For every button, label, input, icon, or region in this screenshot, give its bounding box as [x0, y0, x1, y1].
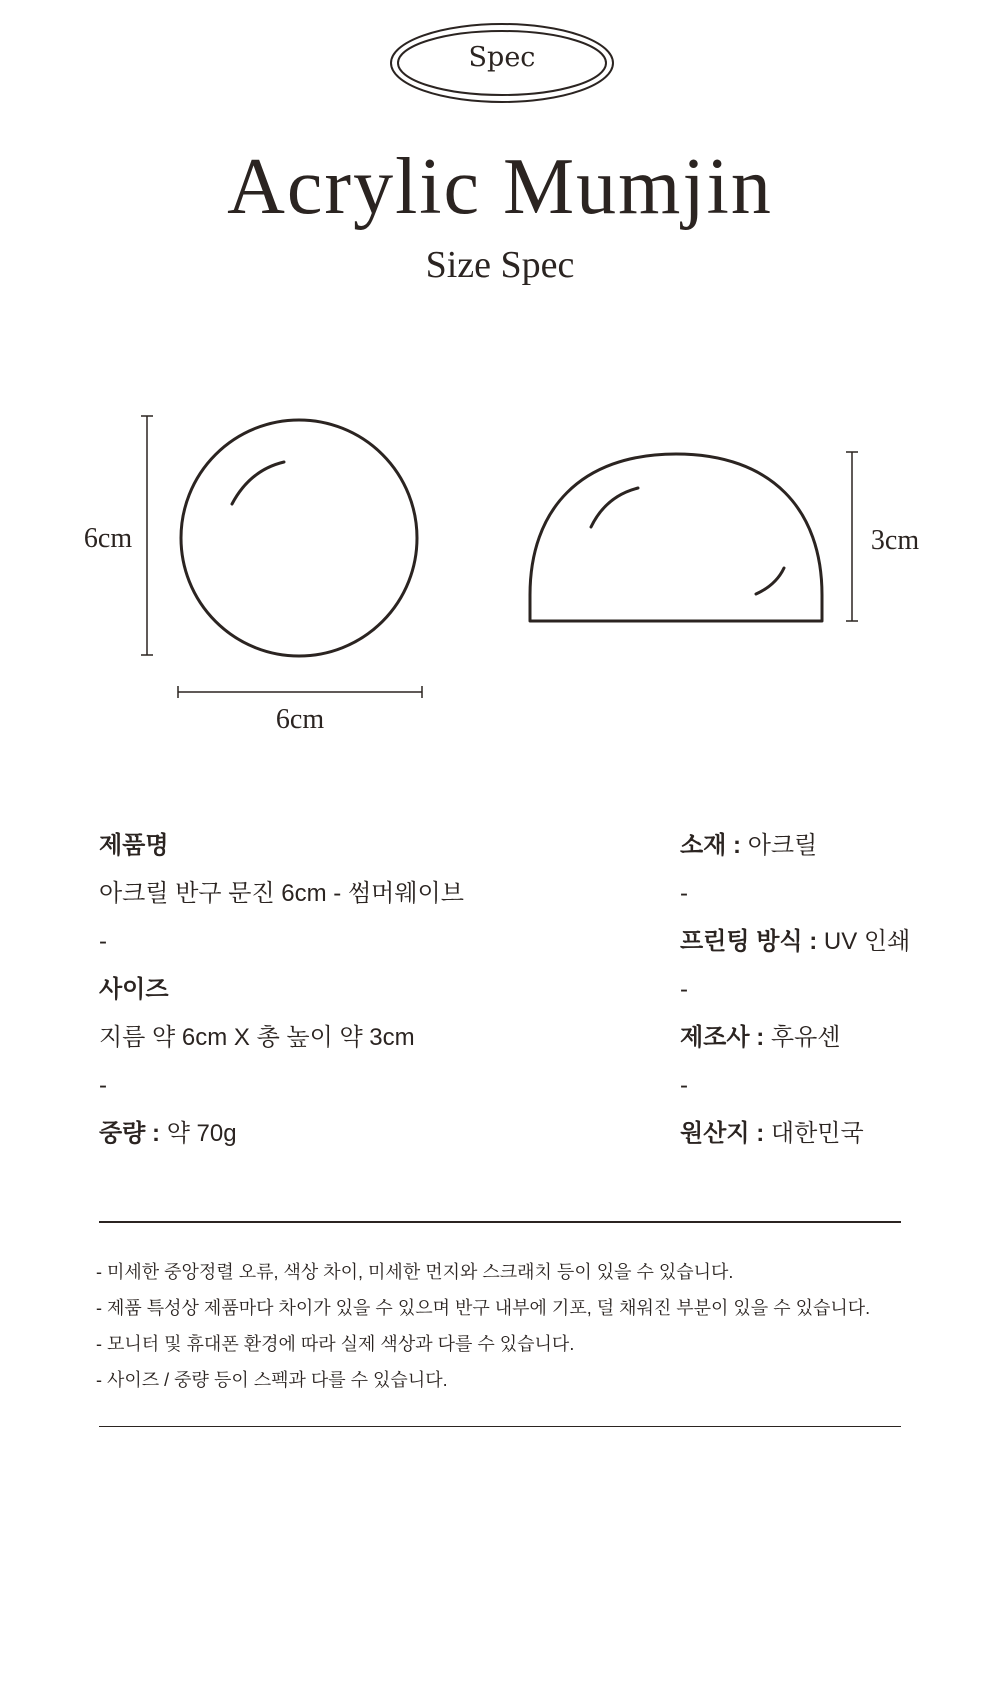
- circle-top-view: [181, 420, 417, 656]
- circle-height-label: 6cm: [83, 523, 133, 554]
- product-name-value: 아크릴 반구 문진 6cm - 썸머웨이브: [99, 880, 464, 907]
- size-diagram: [0, 400, 1000, 760]
- dome-side-view: [530, 454, 822, 621]
- weight-value: 약 70g: [166, 1120, 237, 1147]
- circle-width-label: 6cm: [275, 704, 325, 735]
- notes-top-divider: [99, 1221, 901, 1223]
- spec-list-left: [99, 822, 559, 1158]
- note-item: - 제품 특성상 제품마다 차이가 있을 수 있으며 반구 내부에 기포, 덜 채워진 부분이 있을 수 있습니다.: [96, 1298, 871, 1318]
- origin-label: 원산지 :: [680, 1120, 765, 1147]
- note-item: - 미세한 중앙정렬 오류, 색상 차이, 미세한 먼지와 스크래치 등이 있을 수 있습니다.: [96, 1262, 734, 1282]
- page-title: Acrylic Mumjin: [227, 143, 773, 231]
- weight-label: 중량 :: [99, 1120, 161, 1147]
- printing-row: [680, 918, 980, 966]
- circle-width-dimension: [178, 686, 422, 698]
- size-label: 사이즈: [99, 976, 169, 1003]
- divider-dash: -: [680, 976, 688, 1003]
- maker-value: 후유센: [770, 1024, 841, 1051]
- dome-height-dimension: [846, 452, 858, 621]
- weight-row: [99, 1110, 559, 1158]
- product-name-label: 제품명: [99, 832, 169, 859]
- printing-label: 프린팅 방식 :: [680, 928, 818, 955]
- material-label: 소재 :: [680, 832, 742, 859]
- divider-dash: -: [680, 880, 688, 907]
- spec-badge-label: Spec: [468, 42, 536, 73]
- material-value: 아크릴: [747, 832, 818, 859]
- divider-dash: -: [680, 1072, 688, 1099]
- maker-label: 제조사 :: [680, 1024, 765, 1051]
- divider-dash: -: [99, 928, 107, 955]
- spec-list-right: [680, 822, 980, 1158]
- page-subtitle: Size Spec: [425, 244, 575, 286]
- divider-dash: -: [99, 1072, 107, 1099]
- material-row: [680, 822, 980, 870]
- printing-value: UV 인쇄: [823, 928, 911, 955]
- maker-row: [680, 1014, 980, 1062]
- size-value: 지름 약 6cm X 총 높이 약 3cm: [99, 1024, 415, 1051]
- dome-height-label: 3cm: [870, 525, 920, 556]
- origin-row: [680, 1110, 980, 1158]
- note-item: - 사이즈 / 중량 등이 스펙과 다를 수 있습니다.: [96, 1370, 448, 1390]
- circle-height-dimension: [141, 416, 153, 655]
- notes-bottom-divider: [99, 1426, 901, 1427]
- note-item: - 모니터 및 휴대폰 환경에 따라 실제 색상과 다를 수 있습니다.: [96, 1334, 575, 1354]
- origin-value: 대한민국: [770, 1120, 864, 1147]
- notes-list: [96, 1254, 926, 1398]
